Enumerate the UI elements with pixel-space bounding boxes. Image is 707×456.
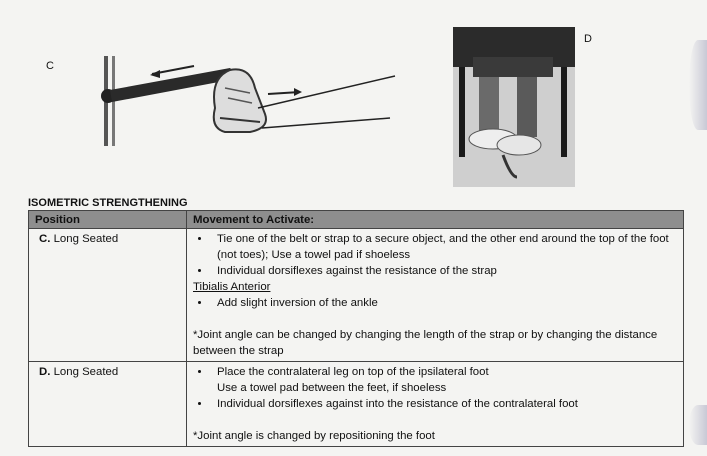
page-curl-shadow — [689, 40, 707, 130]
list-item: • Individual dorsiflexes against the resistance of the strap — [211, 263, 677, 279]
list-item-text: Place the contralateral leg on top of the ipsilateral foot — [217, 366, 489, 378]
position-name: Long Seated — [53, 366, 119, 378]
list-item: • Add slight inversion of the ankle — [211, 295, 677, 311]
note-text: *Joint angle is changed by repositioning the foot — [193, 430, 435, 442]
position-name: Long Seated — [53, 233, 119, 245]
movement-list — [193, 231, 677, 279]
movement-cell — [187, 229, 684, 362]
header-position: Position — [29, 211, 187, 229]
header-movement: Movement to Activate: — [187, 211, 684, 229]
row-letter: D. — [39, 366, 51, 378]
movement-list — [193, 364, 677, 412]
figure-d-label: D — [584, 33, 592, 45]
section-title: ISOMETRIC STRENGTHENING — [28, 197, 188, 209]
seated-exercise-image — [453, 27, 575, 187]
list-item: • Individual dorsiflexes against into the resistance of the contralateral foot — [211, 396, 677, 412]
table-row — [29, 229, 684, 362]
list-item: • Tie one of the belt or strap to a secure object, and the other end around the top of the foot (not toes); Use a towel pad if shoeless — [211, 231, 677, 263]
table-header-row — [29, 211, 684, 229]
table-row — [29, 362, 684, 447]
exercise-table — [28, 210, 684, 447]
subheading: Tibialis Anterior — [193, 281, 271, 293]
list-item-continuation: Use a towel pad between the feet, if shoeless — [217, 382, 447, 394]
note-text: *Joint angle can be changed by changing the length of the strap or by changing the distance between the strap — [193, 329, 658, 357]
page-curl-shadow-bottom — [689, 405, 707, 445]
row-letter: C. — [39, 233, 51, 245]
strap-exercise-image — [90, 48, 400, 148]
position-cell — [29, 362, 187, 447]
figure-c-label: C — [46, 60, 54, 72]
sub-movement-list — [193, 295, 677, 311]
list-item — [211, 364, 677, 396]
position-cell — [29, 229, 187, 362]
movement-cell — [187, 362, 684, 447]
